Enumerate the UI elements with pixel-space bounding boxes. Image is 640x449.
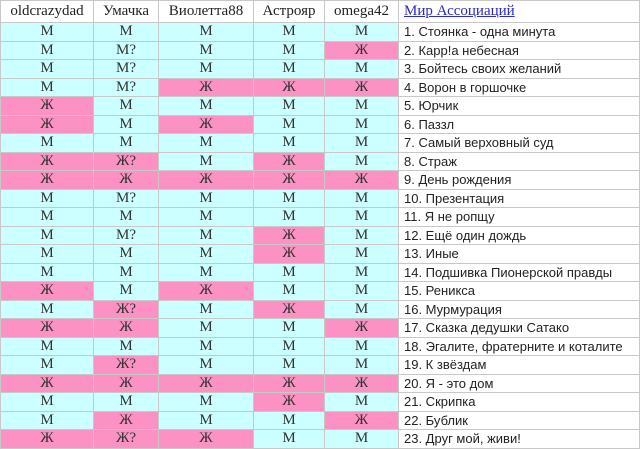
gender-guess-cell: М [159,97,254,116]
gender-guess-cell: М [1,60,94,79]
gender-guess-cell: М [325,430,399,449]
table-row [1,393,640,412]
gender-guess-cell: М [159,226,254,245]
table-row [1,97,640,116]
story-title-cell: 20. Я - это дом [399,374,640,393]
gender-guess-cell: Ж [1,97,94,116]
gender-guess-cell: М [159,300,254,319]
gender-guess-cell: Ж [254,226,325,245]
gender-guess-cell: М [325,23,399,42]
gender-guess-cell: М [1,23,94,42]
gender-guess-cell: М [325,393,399,412]
column-header-oldcrazydad: oldcrazydad [1,1,94,23]
gender-guess-cell: М [325,226,399,245]
gender-guess-cell: М [94,208,159,227]
gender-guess-cell: М [159,263,254,282]
gender-guess-cell: М [325,208,399,227]
gender-guess-cell: Ж [159,115,254,134]
story-title-cell: 15. Реникса [399,282,640,301]
table-row [1,226,640,245]
gender-guess-cell: Ж [94,374,159,393]
gender-guess-cell: Ж? [94,152,159,171]
gender-guess-cell: М [325,115,399,134]
gender-guess-cell: Ж [325,41,399,60]
story-title-cell: 13. Иные [399,245,640,264]
story-title-cell: 7. Самый верховный суд [399,134,640,153]
story-title-cell: 6. Паззл [399,115,640,134]
gender-guess-cell: М [94,23,159,42]
table-row [1,208,640,227]
gender-guess-cell: М [325,134,399,153]
gender-guess-cell: М? [94,41,159,60]
gender-guess-cell: Ж [94,411,159,430]
column-header-omega42: omega42 [325,1,399,23]
gender-guess-cell: М [159,134,254,153]
gender-guess-cell: Ж [94,171,159,190]
gender-guess-cell: М [325,282,399,301]
story-title-cell: 8. Страж [399,152,640,171]
gender-guess-cell: М [159,152,254,171]
story-title-cell: 1. Стоянка - одна минута [399,23,640,42]
gender-guess-cell: М [325,356,399,375]
gender-guess-cell: М [325,97,399,116]
table-row [1,23,640,42]
gender-guess-cell: М [325,60,399,79]
gender-guess-cell: Ж [325,319,399,338]
gender-guess-cell: М [1,337,94,356]
gender-guess-cell: М [1,245,94,264]
gender-guess-cell: Ж [94,319,159,338]
gender-guess-cell: Ж [159,78,254,97]
gender-guess-cell: Ж [1,171,94,190]
gender-guess-cell: Ж? [94,430,159,449]
gender-guess-cell: М [94,245,159,264]
table-row [1,337,640,356]
table-row [1,78,640,97]
gender-guess-cell: М [254,97,325,116]
story-title-cell: 12. Ещё один дождь [399,226,640,245]
column-header-umachka: Умачка [94,1,159,23]
gender-guess-cell: Ж [254,300,325,319]
table-row [1,411,640,430]
gender-guess-cell: М [159,208,254,227]
gender-guess-cell: Ж [159,374,254,393]
table-row [1,60,640,79]
gender-guess-cell: М [1,263,94,282]
gender-guess-cell: М [1,356,94,375]
gender-guess-cell: М [159,60,254,79]
gender-guess-cell: М [254,189,325,208]
column-header-violetta88: Виолетта88 [159,1,254,23]
gender-guess-cell: М [159,393,254,412]
gender-guess-cell: М [1,134,94,153]
table-row [1,171,640,190]
table-row [1,319,640,338]
gender-guess-cell: М [254,41,325,60]
gender-guess-cell: Ж [159,171,254,190]
gender-guess-cell: М [1,226,94,245]
gender-guess-cell: М [159,319,254,338]
table-row [1,282,640,301]
table-row [1,134,640,153]
gender-guess-cell: М [1,189,94,208]
gender-guess-cell: Ж [254,393,325,412]
story-title-cell: 16. Мурмурация [399,300,640,319]
gender-guess-cell: М [1,78,94,97]
gender-guess-cell: М? [94,78,159,97]
story-title-cell: 14. Подшивка Пионерской правды [399,263,640,282]
gender-guess-cell: М [325,152,399,171]
gender-guess-cell: Ж? [94,300,159,319]
gender-guess-cell: М [254,208,325,227]
gender-guess-cell: М [1,300,94,319]
gender-guess-cell: М [325,245,399,264]
gender-guess-cell: М [254,115,325,134]
gender-guess-cell: М [325,337,399,356]
story-title-cell: 19. К звёздам [399,356,640,375]
story-title-cell: 21. Скрипка [399,393,640,412]
table-row [1,245,640,264]
story-title-cell: 3. Бойтесь своих желаний [399,60,640,79]
gender-guess-cell: Ж [325,411,399,430]
gender-guess-cell: М [1,208,94,227]
gender-guess-cell: Ж [1,430,94,449]
gender-guess-cell: Ж [1,319,94,338]
table-body [1,23,640,449]
story-title-cell: 22. Бублик [399,411,640,430]
gender-guess-cell: М? [94,226,159,245]
gender-guess-cell: М [94,282,159,301]
gender-guess-cell: Ж [1,282,94,301]
gender-guess-cell: Ж [325,78,399,97]
gender-guess-cell: М [159,23,254,42]
story-title-cell: 5. Юрчик [399,97,640,116]
gender-guess-cell: М [94,337,159,356]
gender-guess-cell: М [159,337,254,356]
gender-guess-cell: М [254,411,325,430]
gender-guess-cell: М [325,263,399,282]
gender-guess-cell: М [254,23,325,42]
gender-guess-cell: М? [94,60,159,79]
gender-guess-cell: Ж [325,171,399,190]
gender-guess-cell: М [254,430,325,449]
gender-guess-cell: М [254,337,325,356]
gender-guess-cell: М [94,263,159,282]
gender-guess-cell: Ж [254,152,325,171]
gender-guess-cell: Ж [254,374,325,393]
story-title-cell: 4. Ворон в горшочке [399,78,640,97]
gender-guess-cell: М [254,282,325,301]
mir-associaciy-link[interactable]: Мир Ассоциаций [404,3,515,19]
gender-guess-cell: М [254,356,325,375]
table-row [1,430,640,449]
gender-guess-cell: Ж [325,374,399,393]
gender-guess-cell: М [254,319,325,338]
gender-guess-cell: М [254,263,325,282]
gender-guess-cell: М [94,97,159,116]
gender-guess-cell: М [325,300,399,319]
story-title-cell: 18. Эгалите, фратерните и коталите [399,337,640,356]
gender-guess-cell: Ж [159,430,254,449]
column-header-titles [399,1,640,23]
gender-guess-cell: М [325,189,399,208]
gender-guess-cell: М [159,245,254,264]
gender-guess-cell: М [1,41,94,60]
table-row [1,189,640,208]
gender-guess-cell: Ж [159,282,254,301]
table-row [1,152,640,171]
gender-guess-cell: М [159,41,254,60]
gender-guess-cell: Ж [254,78,325,97]
story-title-cell: 11. Я не ропщу [399,208,640,227]
gender-guess-cell: Ж [1,374,94,393]
gender-guess-cell: М [159,411,254,430]
gender-guess-cell: М [159,356,254,375]
table-row [1,374,640,393]
column-header-astroyar: Астрояр [254,1,325,23]
gender-guess-cell: М [1,411,94,430]
gender-guess-cell: Ж [254,245,325,264]
gender-guess-cell: М? [94,189,159,208]
gender-guess-cell: М [94,134,159,153]
story-title-cell: 9. День рождения [399,171,640,190]
gender-guess-cell: М [159,189,254,208]
gender-guess-cell: Ж [1,152,94,171]
table-row [1,115,640,134]
gender-guess-cell: Ж [254,171,325,190]
gender-guess-cell: М [254,60,325,79]
story-title-cell: 10. Презентация [399,189,640,208]
table-row [1,41,640,60]
gender-guess-cell: М [94,115,159,134]
gender-guess-cell: Ж [1,115,94,134]
story-title-cell: 17. Сказка дедушки Сатако [399,319,640,338]
gender-guess-cell: М [254,134,325,153]
gender-guess-cell: Ж? [94,356,159,375]
story-title-cell: 23. Друг мой, живи! [399,430,640,449]
gender-guess-cell: М [1,393,94,412]
table-row [1,300,640,319]
table-row [1,356,640,375]
gender-guess-cell: М [94,393,159,412]
header-row [1,1,640,23]
story-title-cell: 2. Карр!а небесная [399,41,640,60]
table-row [1,263,640,282]
